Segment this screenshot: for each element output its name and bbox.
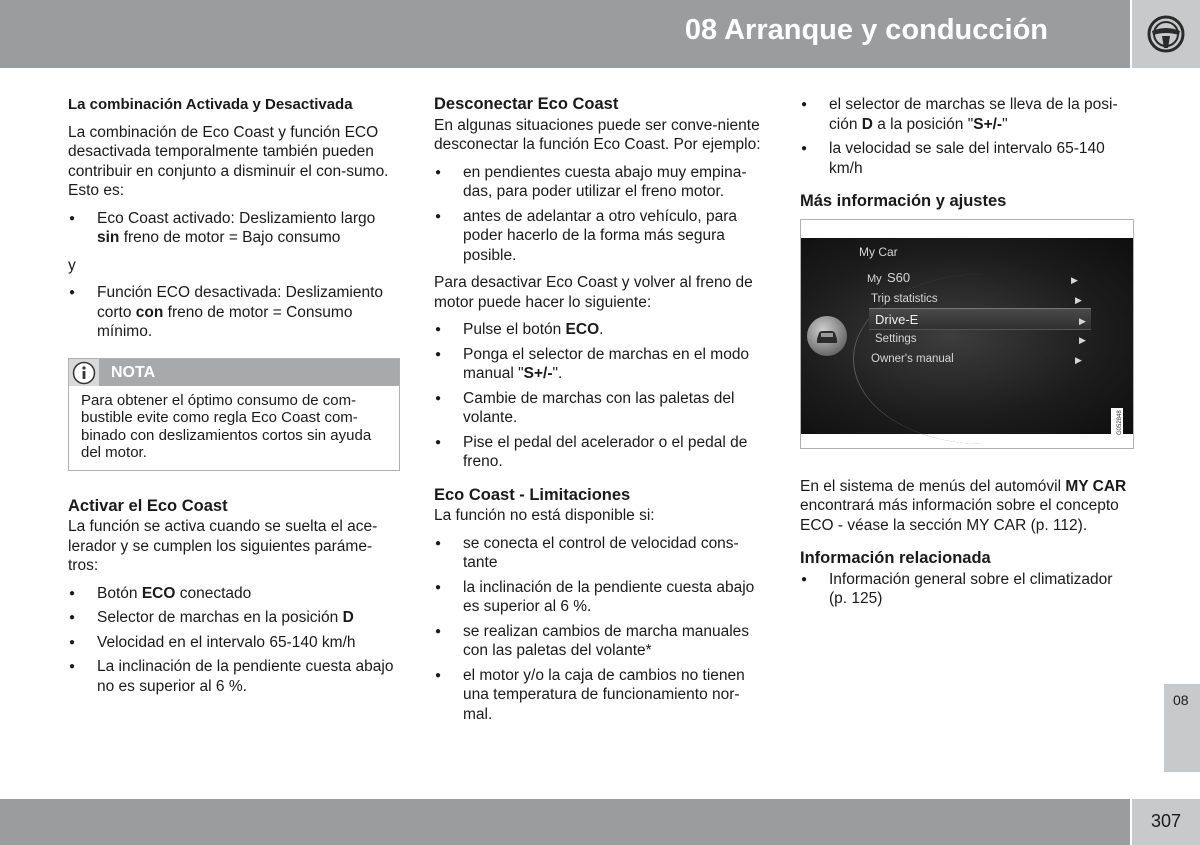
page-number: 307 [1151,811,1182,831]
note-title: NOTA [111,363,156,381]
note-box [68,358,400,471]
list-item: ● Eco Coast activado: Deslizamiento largo sin freno de motor = Bajo consumo [68,209,400,248]
footer-bar [0,799,1130,845]
list-item: ● se realizan cambios de marcha manuales con las paletas del volante* [434,622,766,661]
menu-text: En el sistema de menús del automóvil MY CAR encontrará más información sobre el concepto ECO - véase la sección MY CAR (p. 112). [800,477,1127,534]
related-list [800,570,1134,609]
list-item: ● Ponga el selector de marchas en el modo manual "S+/-". [434,345,766,384]
limits-list [434,534,766,725]
limits-heading: Eco Coast - Limitaciones [434,485,631,504]
list-item: ● Botón ECO conectado [68,584,400,604]
info-icon [72,361,96,385]
deactivate-text: Para desactivar Eco Coast y volver al freno de motor puede hacer lo siguiente: [434,274,753,311]
column-1 [68,95,400,704]
column-2 [434,95,766,732]
combo-list-2 [68,283,400,342]
activate-text: La función se activa cuando se suelta el ace-lerador y se cumplen los siguientes paráme-tros: [68,518,378,574]
note-header [69,359,399,386]
list-item: ● el motor y/o la caja de cambios no tienen una temperatura de funcionamiento nor-mal. [434,666,766,725]
conjunction-text: y [68,256,76,274]
activate-list [68,584,400,697]
screen-item-drive-e: Drive-E [875,311,919,327]
list-item: ● en pendientes cuesta abajo muy empina-das, para poder utilizar el freno motor. [434,163,766,202]
screen-item-trip-statistics: Trip statistics [871,292,938,305]
chapter-title: 08 Arranque y conducción [684,14,1048,46]
arrow-right-icon: ▶ [1079,334,1086,345]
arrow-right-icon: ▶ [1079,315,1086,326]
screen-item-s60: S60 [887,269,911,285]
related-link[interactable]: ● Información general sobre el climatizador (p. 125) [800,570,1134,609]
screen-item-owners-manual: Owner's manual [871,352,954,365]
list-item: ● se conecta el control de velocidad cons-tante [434,534,766,573]
list-item: ● La inclinación de la pendiente cuesta abajo no es superior al 6 %. [68,657,400,696]
arrow-right-icon: ▶ [1075,354,1082,365]
limits-list-continued [800,95,1134,178]
screen-item-settings: Settings [875,332,917,345]
list-item: ● Cambie de marchas con las paletas del volante. [434,389,766,428]
list-item: ● Pulse el botón ECO. [434,320,766,340]
side-tab-label: 08 [1173,692,1189,708]
note-text: Para obtener el óptimo consumo de com-bustible evite como regla Eco Coast com-binado con deslizamientos cortos sin ayuda del motor. [81,391,372,461]
steering-wheel-icon [1146,14,1186,54]
disconnect-list [434,163,766,266]
screen-title: My Car [859,244,898,259]
list-item: ● Velocidad en el intervalo 65-140 km/h [68,633,400,653]
column-3 [800,95,1134,617]
header-bar [0,0,1130,68]
screen-item-my: My [867,272,882,285]
list-item: ● la inclinación de la pendiente cuesta abajo es superior al 6 %. [434,578,766,617]
arrow-right-icon: ▶ [1071,274,1078,285]
list-item: ● antes de adelantar a otro vehículo, para poder hacerlo de la forma más segura posible. [434,207,766,266]
limits-text: La función no está disponible si: [434,507,655,524]
list-item: ● Selector de marchas en la posición D [68,608,400,628]
list-item: ● el selector de marchas se lleva de la posi-ción D a la posición "S+/-" [800,95,1134,134]
menu-screenshot [800,219,1134,449]
related-heading: Información relacionada [800,549,991,567]
deactivate-list [434,320,766,472]
combo-heading: La combinación Activada y Desactivada [68,96,353,113]
car-icon [807,316,847,356]
arrow-right-icon: ▶ [1075,294,1082,305]
disconnect-heading: Desconectar Eco Coast [434,95,619,113]
combo-list [68,209,400,248]
list-item: ● Pise el pedal del acelerador o el pedal de freno. [434,433,766,472]
page-number-box [1132,799,1200,845]
activate-heading: Activar el Eco Coast [68,496,228,515]
chapter-side-tab [1164,684,1200,772]
list-item: ● la velocidad se sale del intervalo 65-140 km/h [800,139,1134,178]
list-item: ● Función ECO desactivada: Deslizamiento corto con freno de motor = Consumo mínimo. [68,283,400,342]
more-info-heading: Más información y ajustes [800,192,1007,210]
disconnect-text: En algunas situaciones puede ser conve-niente desconectar la función Eco Coast. Por ejemplo: [434,116,761,153]
combo-text: La combinación de Eco Coast y función ECO desactivada temporalmente también pueden contribuir en conjunto a disminuir el con-sumo. Esto es: [68,123,389,199]
figure-code: G052848 [1111,408,1123,438]
header-icon-box [1132,0,1200,68]
